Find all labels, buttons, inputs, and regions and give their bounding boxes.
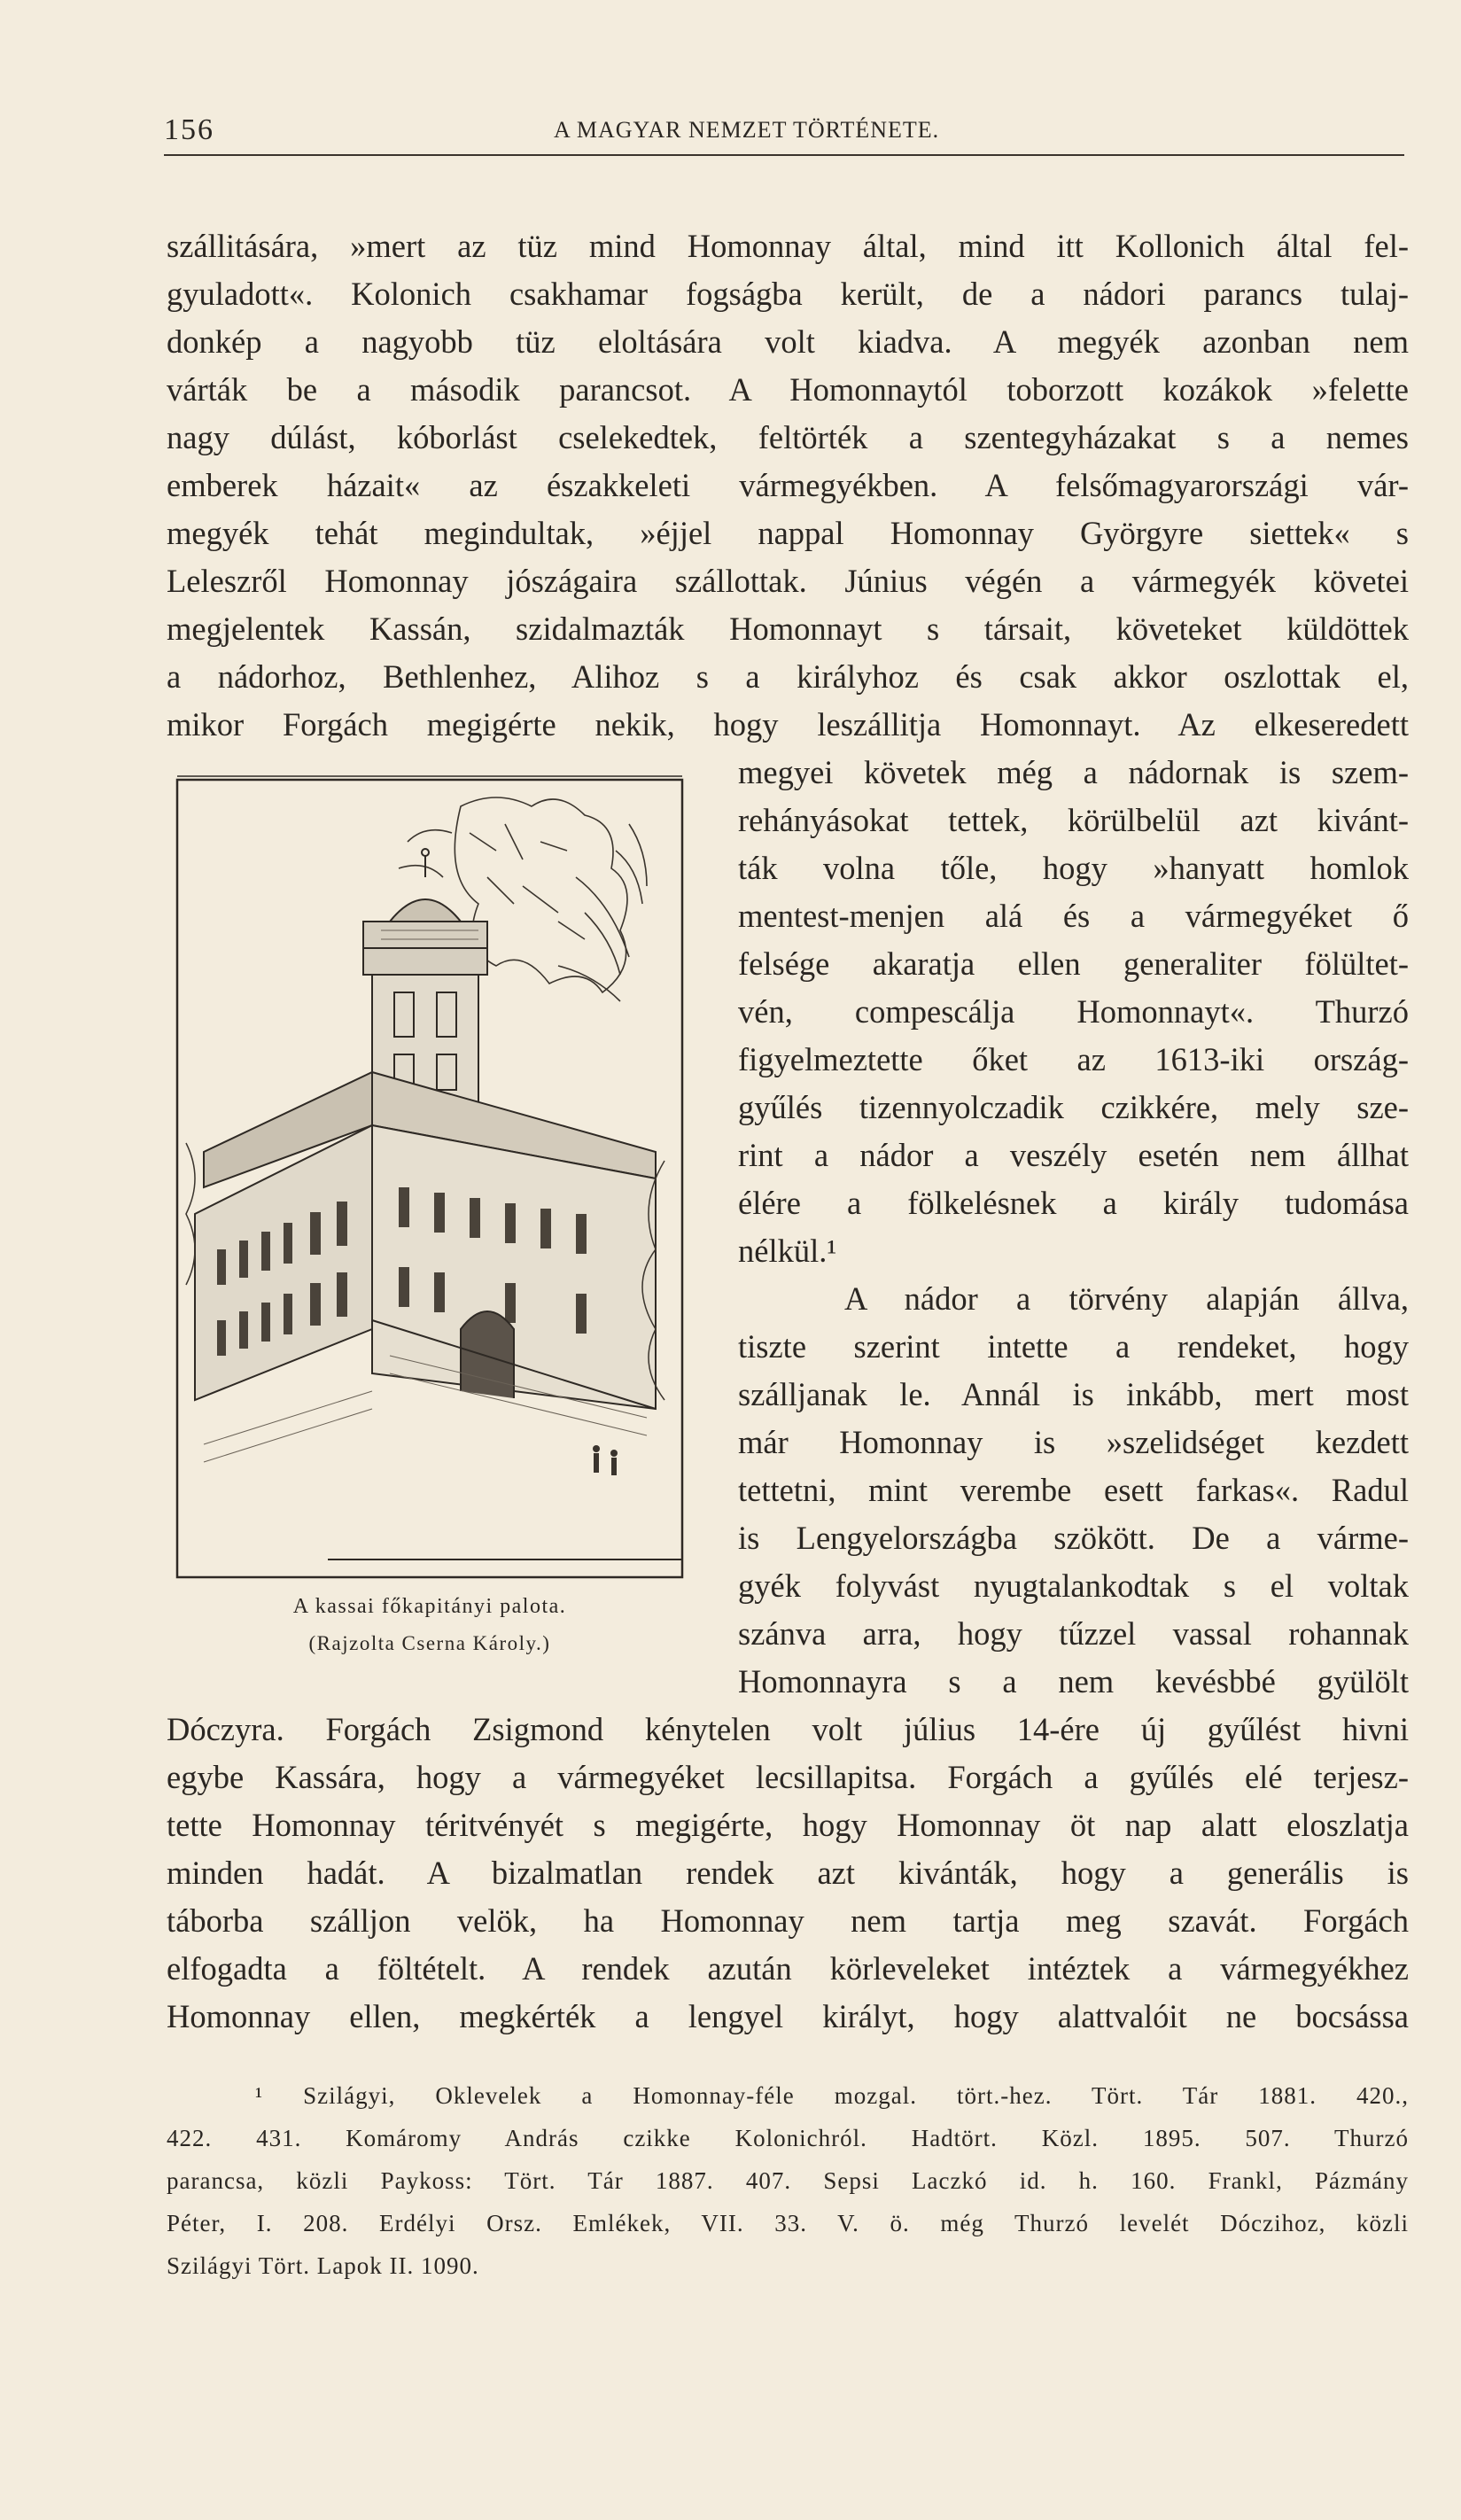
text-line: gyűlés tizennyolczadik czikkére, mely sze-: [738, 1089, 1409, 1125]
illustration-figure: [168, 771, 691, 1654]
text-line: minden hadát. A bizalmatlan rendek azt kivánták, hogy a generális is: [167, 1855, 1409, 1891]
page-header: [164, 113, 1404, 152]
text-line: elfogadta a föltételt. A rendek azután körleveleket intéztek a vármegyékhez: [167, 1950, 1409, 1987]
text-line: táborba szálljon velök, ha Homonnay nem tartja meg szavát. Forgách: [167, 1902, 1409, 1939]
text-line: rehányásokat tettek, körülbelül azt kivánt-: [738, 802, 1409, 838]
palace-illustration: [168, 771, 691, 1586]
text-line: nélkül.¹: [738, 1233, 837, 1269]
text-line: gyuladott«. Kolonich csakhamar fogságba került, de a nádori parancs tulaj-: [167, 276, 1409, 312]
text-line: szálljanak le. Annál is inkább, mert most: [738, 1376, 1409, 1412]
text-line: vén, compescálja Homonnayt«. Thurzó: [738, 993, 1409, 1030]
text-line: Leleszről Homonnay jószágaira szállottak. Június végén a vármegyék követei: [167, 563, 1409, 599]
text-line: Homonnay ellen, megkérték a lengyel királyt, hogy alattvalóit ne bocsássa: [167, 1998, 1409, 2034]
text-line: is Lengyelországba szökött. De a várme-: [738, 1520, 1409, 1556]
text-line: már Homonnay is »szelidséget kezdett: [738, 1424, 1409, 1460]
text-line: megjelentek Kassán, szidalmazták Homonnayt s társait, követeket küldöttek: [167, 611, 1409, 647]
footnote-line: Péter, I. 208. Erdélyi Orsz. Emlékek, VII. 33. V. ö. még Thurzó levelét Dóczihoz, közli: [167, 2210, 1409, 2236]
header-rule: [164, 154, 1404, 156]
text-line: figyelmeztette őket az 1613-iki ország-: [738, 1041, 1409, 1077]
running-title: A MAGYAR NEMZET TÖRTÉNETE.: [554, 117, 940, 143]
page-number: 156: [164, 113, 214, 146]
text-line: megyék tehát megindultak, »éjjel nappal Homonnay Györgyre siettek« s: [167, 515, 1409, 551]
text-line: emberek házait« az északkeleti vármegyékben. A felsőmagyarországi vár-: [167, 467, 1409, 503]
text-line: A nádor a törvény alapján állva,: [844, 1280, 1409, 1317]
footnote-line: Szilágyi Tört. Lapok II. 1090.: [167, 2252, 479, 2279]
text-line: tette Homonnay téritvényét s megigérte, hogy Homonnay öt nap alatt eloszlatja: [167, 1807, 1409, 1843]
text-line: tiszte szerint intette a rendeket, hogy: [738, 1328, 1409, 1365]
text-line: várták be a második parancsot. A Homonnaytól toborzott kozákok »felette: [167, 371, 1409, 408]
text-line: nagy dúlást, kóborlást cselekedtek, feltörték a szentegyházakat s a nemes: [167, 419, 1409, 455]
text-line: egybe Kassára, hogy a vármegyéket lecsillapitsa. Forgách a gyűlés elé terjesz-: [167, 1759, 1409, 1795]
text-line: Dóczyra. Forgách Zsigmond kénytelen volt július 14-ére új gyűlést hivni: [167, 1711, 1409, 1747]
text-line: megyei követek még a nádornak is szem-: [738, 754, 1409, 790]
text-line: szállitására, »mert az tüz mind Homonnay által, mind itt Kollonich által fel-: [167, 228, 1409, 264]
text-line: felsége akaratja ellen generaliter fölültet-: [738, 945, 1409, 982]
footnote-line: ¹ Szilágyi, Oklevelek a Homonnay-féle mozgal. tört.-hez. Tört. Tár 1881. 420.,: [255, 2082, 1409, 2109]
figure-credit: (Rajzolta Cserna Károly.): [308, 1632, 551, 1654]
text-line: mentest-menjen alá és a vármegyéket ő: [738, 898, 1409, 934]
text-line: gyék folyvást nyugtalankodtak s el voltak: [738, 1567, 1409, 1604]
text-line: a nádorhoz, Bethlenhez, Alihoz s a királyhoz és csak akkor oszlottak el,: [167, 658, 1409, 695]
figure-caption: A kassai főkapitányi palota.: [292, 1595, 567, 1618]
text-line: szánva arra, hogy tűzzel vassal rohannak: [738, 1615, 1409, 1652]
text-line: tettetni, mint verembe esett farkas«. Radul: [738, 1472, 1409, 1508]
text-line: mikor Forgách megigérte nekik, hogy leszállitja Homonnayt. Az elkeseredett: [167, 706, 1409, 743]
text-line: élére a fölkelésnek a király tudomása: [738, 1185, 1409, 1221]
text-line: donkép a nagyobb tüz eloltására volt kiadva. A megyék azonban nem: [167, 323, 1409, 360]
text-line: ták volna tőle, hogy »hanyatt homlok: [738, 850, 1409, 886]
text-line: rint a nádor a veszély esetén nem állhat: [738, 1137, 1409, 1173]
text-line: Homonnayra s a nem kevésbbé gyülölt: [738, 1663, 1409, 1699]
footnote-line: 422. 431. Komáromy András czikke Kolonichról. Hadtört. Közl. 1895. 507. Thurzó: [167, 2125, 1409, 2151]
footnote-line: parancsa, közli Paykoss: Tört. Tár 1887. 407. Sepsi Laczkó id. h. 160. Frankl, Pázmány: [167, 2167, 1409, 2194]
